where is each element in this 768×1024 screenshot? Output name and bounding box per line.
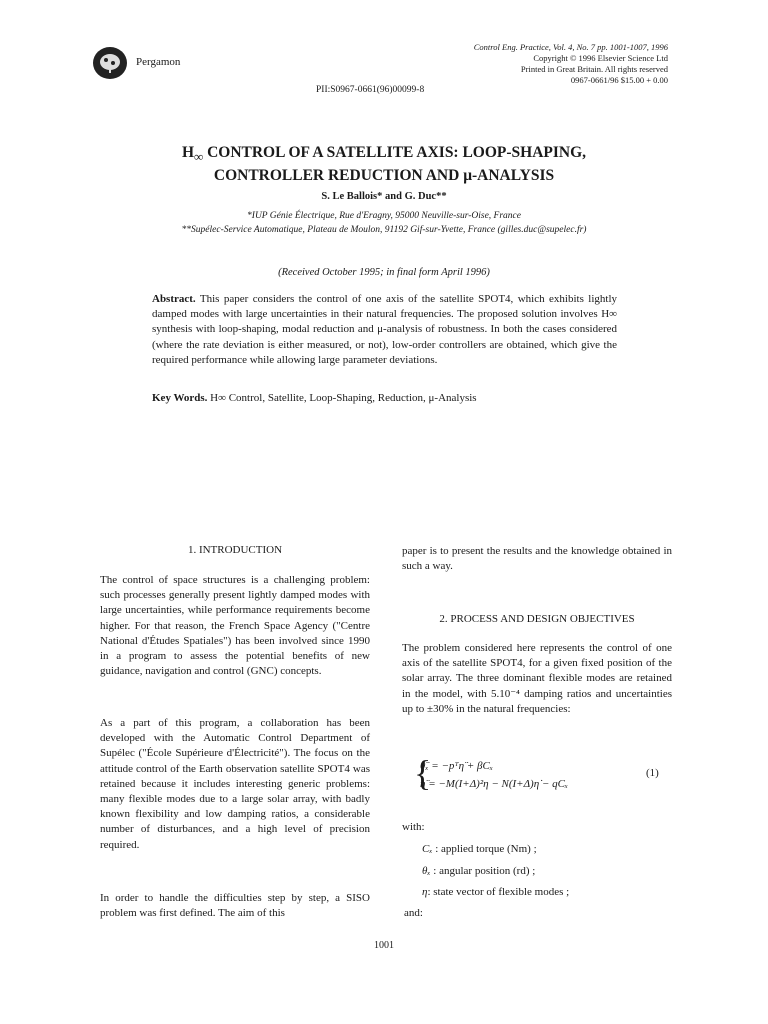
right-column-continuation: paper is to present the results and the knowledge obtained in such a way. [402, 545, 672, 573]
affiliation-2: **Supélec-Service Automatique, Plateau de Moulon, 91192 Gif-sur-Yvette, France (gilles.duc@supelec.fr) [181, 225, 587, 235]
equation-1 [414, 753, 569, 793]
intro-paragraph-2: As a part of this program, a collaboration has been developed with the Automatic Control Department of Supélec ("École Supérieure d'Électricité"). The focus on the attitude control of the Earth observation satellite SPOT4 was retained because it includes interesting generic problems: many flexible modes due to a large solar array, with badly known flexibility and low damping ratios, a considerable number of disturbances, and a high level of precision required. [100, 717, 370, 851]
paper-title [100, 143, 668, 185]
variable-eta-symbol: η [422, 886, 428, 898]
variable-torque [422, 843, 537, 855]
introduction-heading: 1. INTRODUCTION [187, 544, 283, 556]
variable-angle-symbol: θₓ [422, 865, 431, 877]
keywords-label: Key Words. [152, 392, 208, 404]
equation-line-1: θ̈ₓ = −pᵀη̈ + βCₓ [420, 760, 493, 772]
tree-icon [97, 51, 123, 75]
and-label: and: [404, 907, 423, 919]
intro-paragraph-3: In order to handle the difficulties step by step, a SISO problem was first defined. The aim of this [100, 892, 370, 920]
journal-line: Control Eng. Practice, Vol. 4, No. 7 pp. 1001-1007, 1996 [473, 42, 668, 52]
title-line-1 [100, 143, 668, 166]
title-infinity-subscript: ∞ [194, 149, 204, 165]
process-heading: 2. PROCESS AND DESIGN OBJECTIVES [439, 613, 635, 625]
printed-line: Printed in Great Britain. All rights reserved [520, 64, 668, 74]
equation-brace: { [414, 753, 432, 793]
abstract-label: Abstract. [152, 293, 196, 305]
keywords-text: H∞ Control, Satellite, Loop-Shaping, Reduction, μ-Analysis [207, 392, 477, 404]
pergamon-logo-icon [93, 47, 127, 79]
journal-info [474, 42, 668, 86]
abstract [152, 292, 617, 368]
variable-torque-desc: : applied torque (Nm) ; [432, 843, 537, 855]
title-h-symbol: H [181, 144, 194, 161]
with-label: with: [402, 821, 425, 833]
intro-paragraph-1: The control of space structures is a challenging problem: such processes generally present lightly damped modes with large uncertainties, while performance requirements become higher. For that reason, the French Space Agency ("Centre National d'Études Spatiales") has been involved since 1990 in a program to assess the potential benefits of new guidance, navigation and control (GNC) concepts. [100, 574, 370, 678]
equation-number: (1) [646, 767, 659, 779]
variable-angle-desc: : angular position (rd) ; [430, 865, 536, 877]
abstract-text: This paper considers the control of one axis of the satellite SPOT4, which exhibits lightly damped modes with large uncertainties in their natural frequencies. The proposed solution involves H∞ synthesis with loop-shaping, modal reduction and μ-analysis of robustness. In both the cases considered (where the rate deviation is either measured, or not), low-order controllers are obtained, which give the required performance while allowing large parameter deviations. [152, 293, 617, 366]
pii-identifier: PII:S0967-0661(96)00099-8 [316, 85, 425, 95]
variable-eta [422, 886, 569, 898]
page-number: 1001 [374, 940, 394, 951]
affiliations [100, 209, 668, 237]
equation-line-2: η̈ = −M(I+Δ)²η − N(I+Δ)η̇ − qCₓ [420, 778, 569, 790]
keywords [152, 392, 617, 404]
variable-torque-symbol: Cₓ [422, 843, 433, 855]
variable-angle [422, 865, 535, 877]
publisher-name: Pergamon [136, 56, 181, 68]
process-paragraph-1: The problem considered here represents the control of one axis of the satellite SPOT4, for a given fixed position of the solar array. The three dominant flexible modes are retained in the model, with 5.10⁻⁴ damping ratios and uncertainties up to ±30% in the natural frequencies: [402, 642, 672, 715]
authors: S. Le Ballois* and G. Duc** [321, 191, 447, 202]
title-line-2: CONTROLLER REDUCTION AND μ-ANALYSIS [213, 167, 555, 185]
copyright-line: Copyright © 1996 Elsevier Science Ltd [533, 53, 668, 63]
affiliation-1: *IUP Génie Électrique, Rue d'Eragny, 95000 Neuville-sur-Oise, France [247, 211, 521, 221]
price-line: 0967-0661/96 $15.00 + 0.00 [570, 75, 668, 85]
received-dates: (Received October 1995; in final form April 1996) [278, 267, 490, 278]
title-line-1-text: CONTROL OF A SATELLITE AXIS: LOOP-SHAPING, [203, 144, 587, 161]
variable-eta-desc: : state vector of flexible modes ; [427, 886, 570, 898]
